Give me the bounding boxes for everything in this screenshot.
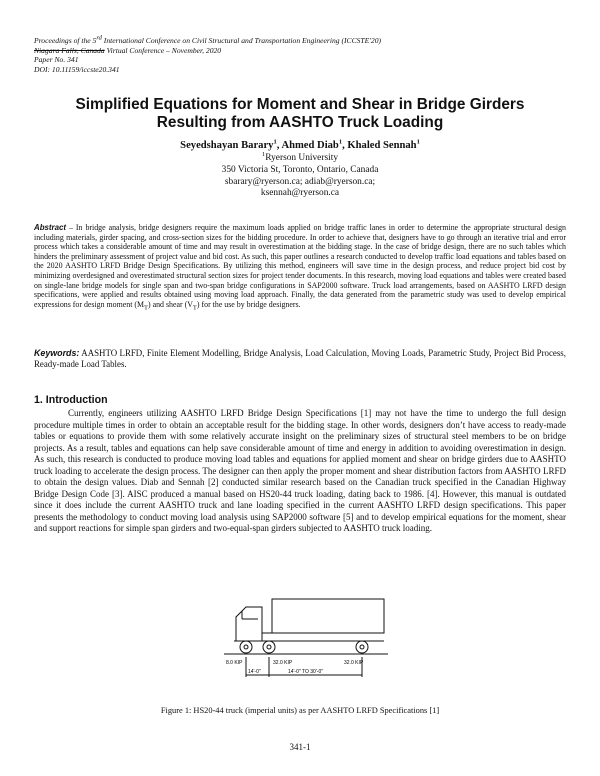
conference-line: Proceedings of the 5rd International Conference on Civil Structural and Transportation Engineering (ICCSTE'20) (34, 34, 382, 45)
proceedings-header (34, 36, 574, 74)
rear-wheel-icon (356, 641, 368, 653)
paper-title: Simplified Equations for Moment and Shear in Bridge Girders Resulting from AASHTO Truck Loading (75, 96, 525, 131)
axle-load-front: 8.0 KIP (226, 660, 243, 666)
page-number: 341-1 (289, 742, 311, 752)
affiliation: $^1$Ryerson University 350 Victoria St, Toronto, Ontario, Canada sbarary@ryerson.ca; adiab@ryerson.ca; ksennah@ryerson.ca (40, 153, 560, 200)
struck-venue: Niagara Falls, Canada (34, 45, 105, 55)
section-heading: 1. Introduction (34, 394, 108, 406)
author-email[interactable]: ksennah@ryerson.ca (260, 188, 340, 199)
keywords-label: Keywords: (34, 348, 80, 358)
venue-line: Niagara Falls, Canada Virtual Conference – November, 2020 (34, 45, 222, 55)
axle-spacing-1: 14'-0" (248, 669, 261, 675)
front-wheel-icon (240, 641, 252, 653)
truck-drawing (220, 593, 392, 703)
drive-wheel-icon (263, 641, 275, 653)
introduction-paragraph: Currently, engineers utilizing AASHTO LRFD Bridge Design Specifications [1] may not have the time to undergo the full design procedure multiple times in order to obtain an acceptable result for the bidding stage. In other words, designers don’t have access to ready-made tables or equations to provide them with some relatively accurate insight on the preliminary sizes of structural steel members to be on bridge projects. As a result, tables and equations can help save considerable amount of time and energy in addition to avoiding overestimation in design. As such, this research is conducted to produce moving load tables and equations for applied moment and shear on bridge girders due to AASHTO truck loading to accelerate the design process. The designer can then apply the proper moment and shear distribution factors from AASHTO LRFD to obtain the design values. Diab and Sennah [2] conducted similar research based on the Canadian truck specified in the Canadian Highway Bridge Design Code [3]. AISC produced a manual based on HS20-44 truck loading, dating back to 1986. [4]. However, this manual is outdated since it does include the current AASHTO truck and lane loading specified in the current AASHTO LRFD design specifications. This paper presents the methodology to conduct moving load analysis using SAP2000 software [5] and to develop empirical equations for the moment, shear and support reactions for simple span girders and two-equal-span girders subjected to AASHTO truck loading. (34, 408, 566, 534)
abstract-label: Abstract (34, 223, 67, 232)
paper-number: Paper No. 341 (34, 55, 79, 65)
author: Ahmed Diab (281, 140, 339, 151)
doi[interactable]: DOI: 10.11159/iccste20.341 (34, 64, 120, 74)
axle-spacing-2: 14'-0" TO 30'-0" (288, 669, 324, 675)
truck-figure (220, 593, 392, 703)
axle-load-drive: 32.0 KIP (273, 660, 293, 666)
axle-load-rear: 32.0 KIP (344, 660, 364, 666)
author: Khaled Sennah (347, 140, 417, 151)
figure-caption: Figure 1: HS20-44 truck (imperial units) as per AASHTO LRFD Specifications [1] (160, 706, 440, 715)
tractor-cab-icon (236, 607, 262, 641)
trailer-body-icon (272, 599, 384, 633)
author-list: Seyedshayan Barary$^1$, Ahmed Diab$^1$, Khaled Sennah$^1$ (180, 138, 420, 151)
keywords: Keywords: AASHTO LRFD, Finite Element Modelling, Bridge Analysis, Load Calculation, Moving Loads, Parametric Study, Project Bid Process, Ready-made Load Tables. (34, 348, 566, 370)
author: Seyedshayan Barary (180, 140, 274, 151)
abstract: Abstract – In bridge analysis, bridge designers require the maximum loads applied on bridge traffic lanes in order to determine the appropriate structural design including materials, girder spacing, and cross-section sizes for the bidding procedure. In order to achieve that, designers have to go through an iterative trial and error process which takes a considerable amount of time and may result in overestimation at the bidding stage. In the case of bridge design, there are no such tables which hinders the preliminary assessment of project value and bid cost. As such, this paper outlines a research conducted to develop traffic load equations and tables based on the 2020 AASHTO LRFD Bridge Design Specifications. By utilizing this method, engineers will save time in the design process, and reduce project bid cost by minimizing overdesigned and overestimated structural section sizes for project tender documents. In this research, moving load equations and tables were created based on single-lane bridge models for single span and two-span bridge configurations in SAP2000 software. Truck load arrangements, based on AASHTO LRFD design specifications, were applied and results obtained using moving load approach. Finally, the data generated from the parametric study was used to develop empirical expressions for design moment $(M_T)$ and shear $(V_T)$ for the use by bridge designers. (34, 223, 566, 312)
author-emails[interactable]: sbarary@ryerson.ca; adiab@ryerson.ca; (224, 176, 376, 187)
